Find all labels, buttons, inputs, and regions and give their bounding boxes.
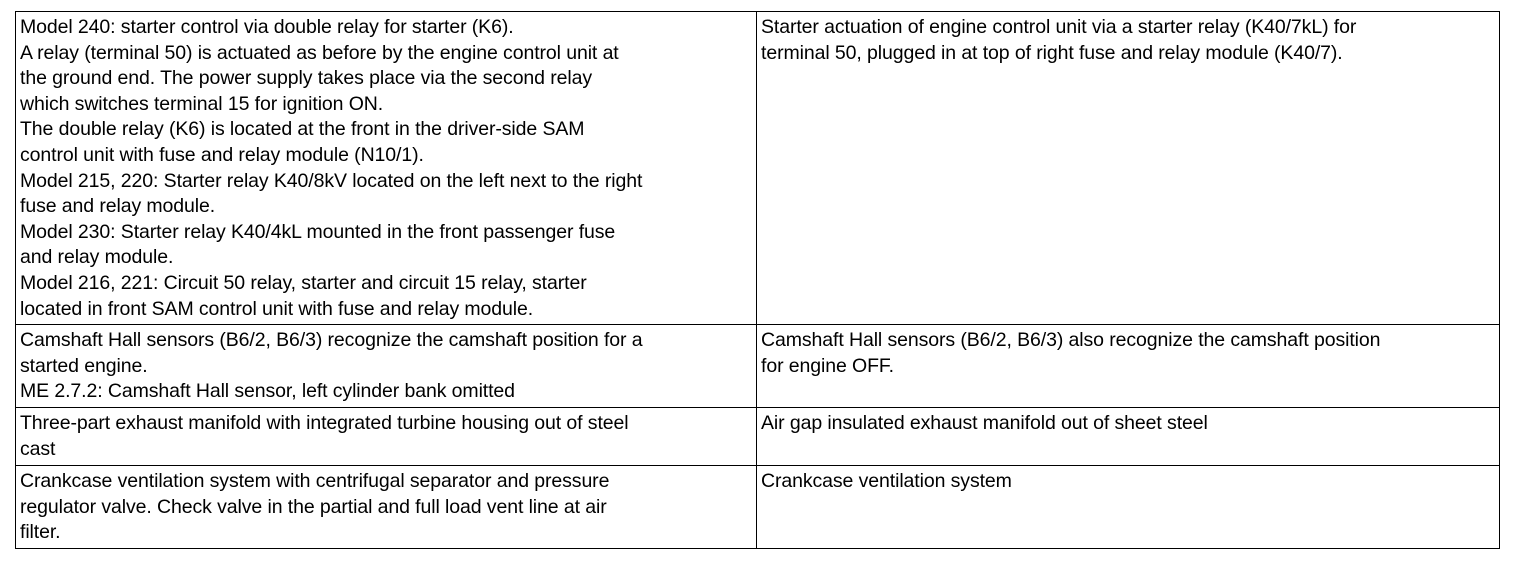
cell-text-line: Crankcase ventilation system <box>761 469 1012 492</box>
cell-text-line: for engine OFF. <box>761 354 894 377</box>
cell-text-line: Camshaft Hall sensors (B6/2, B6/3) recognize the camshaft position for a <box>20 329 643 352</box>
cell-text-line: control unit with fuse and relay module (N10/1). <box>20 143 424 166</box>
table-row <box>16 407 1500 465</box>
table-cell-left <box>16 12 757 325</box>
cell-text-line: The double relay (K6) is located at the front in the driver-side SAM <box>20 118 585 141</box>
cell-text-line: Model 230: Starter relay K40/4kL mounted in the front passenger fuse <box>20 220 616 243</box>
table-cell-right <box>757 12 1500 325</box>
comparison-table <box>15 11 1500 549</box>
cell-text-line: ME 2.7.2: Camshaft Hall sensor, left cylinder bank omitted <box>20 380 515 403</box>
table-row <box>16 12 1500 325</box>
table-row <box>16 325 1500 408</box>
cell-text-line: Model 240: starter control via double relay for starter (K6). <box>20 16 514 38</box>
table-row <box>16 465 1500 548</box>
cell-text-line: regulator valve. Check valve in the partial and full load vent line at air <box>20 495 607 518</box>
cell-text-line: A relay (terminal 50) is actuated as before by the engine control unit at <box>20 41 619 64</box>
table-cell-right <box>757 465 1500 548</box>
cell-text-line: which switches terminal 15 for ignition ON. <box>20 92 384 115</box>
cell-text-line: Starter actuation of engine control unit via a starter relay (K40/7kL) for <box>761 16 1357 38</box>
cell-text-line: cast <box>20 437 56 460</box>
table-cell-left <box>16 465 757 548</box>
cell-text-line: filter. <box>20 521 61 544</box>
cell-text-line: Air gap insulated exhaust manifold out of sheet steel <box>761 411 1208 434</box>
cell-text-line: Crankcase ventilation system with centrifugal separator and pressure <box>20 469 610 492</box>
cell-text-line: fuse and relay module. <box>20 195 216 218</box>
cell-text-line: located in front SAM control unit with fuse and relay module. <box>20 297 534 320</box>
cell-text-line: Model 215, 220: Starter relay K40/8kV located on the left next to the right <box>20 169 643 192</box>
table-cell-left <box>16 325 757 408</box>
table-cell-right <box>757 325 1500 408</box>
table-cell-right <box>757 407 1500 465</box>
cell-text-line: started engine. <box>20 354 148 377</box>
cell-text-line: Three-part exhaust manifold with integrated turbine housing out of steel <box>20 411 629 434</box>
cell-text-line: and relay module. <box>20 246 174 269</box>
cell-text-line: the ground end. The power supply takes place via the second relay <box>20 67 593 90</box>
table-cell-left <box>16 407 757 465</box>
cell-text-line: terminal 50, plugged in at top of right fuse and relay module (K40/7). <box>761 41 1343 64</box>
cell-text-line: Model 216, 221: Circuit 50 relay, starter and circuit 15 relay, starter <box>20 271 587 294</box>
cell-text-line: Camshaft Hall sensors (B6/2, B6/3) also recognize the camshaft position <box>761 329 1381 352</box>
